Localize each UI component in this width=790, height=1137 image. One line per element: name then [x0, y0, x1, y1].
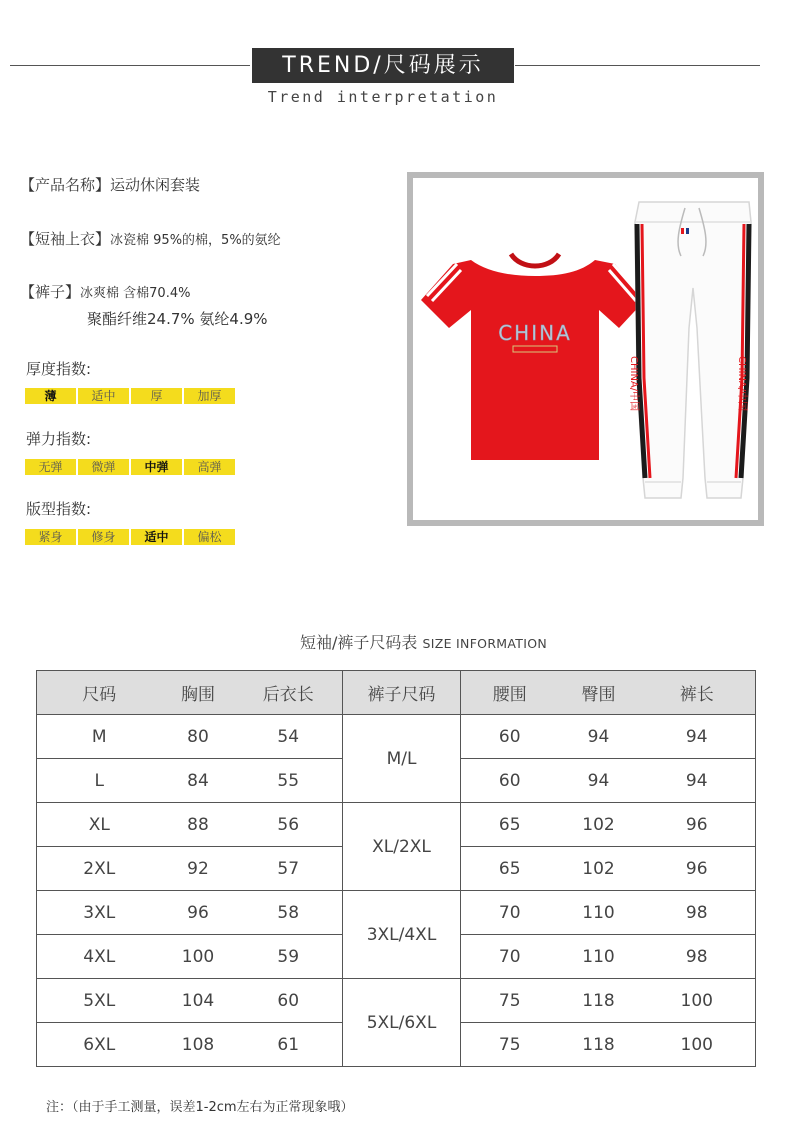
chest-cell: 100: [162, 935, 235, 979]
elasticity-index-title: 弹力指数:: [26, 430, 92, 448]
product-image: [407, 172, 764, 526]
elasticity-option: 无弹: [25, 459, 76, 475]
pants-length-cell: 100: [639, 979, 756, 1023]
pants-length-cell: 94: [639, 715, 756, 759]
top-material-label: 【短袖上衣】: [20, 230, 111, 248]
header-divider-left: [10, 65, 250, 66]
waist-cell: 65: [461, 803, 559, 847]
chest-cell: 80: [162, 715, 235, 759]
size-table-title-cn: 短袖/裤子尺码表: [300, 633, 418, 652]
chest-cell: 84: [162, 759, 235, 803]
chest-cell: 96: [162, 891, 235, 935]
size-cell: 2XL: [37, 847, 162, 891]
pants-length-cell: 98: [639, 891, 756, 935]
thickness-option: 薄: [25, 388, 76, 404]
waist-cell: 75: [461, 1023, 559, 1067]
fit-index-scale: [25, 529, 235, 545]
table-row: [37, 803, 756, 847]
tshirt-image: [421, 254, 645, 460]
table-row: [37, 715, 756, 759]
hip-cell: 102: [559, 847, 639, 891]
col-header-length: 后衣长: [235, 671, 343, 715]
waist-cell: 70: [461, 891, 559, 935]
elasticity-option: 微弹: [78, 459, 129, 475]
col-header-pants-size: 裤子尺码: [343, 671, 461, 715]
fit-option: 偏松: [184, 529, 235, 545]
waist-cell: 60: [461, 715, 559, 759]
size-table: [36, 670, 756, 1067]
header-subtitle: Trend interpretation: [267, 88, 499, 106]
product-illustration: [413, 178, 758, 520]
pants-length-cell: 100: [639, 1023, 756, 1067]
size-table-title-en: SIZE INFORMATION: [422, 636, 547, 651]
thickness-option: 加厚: [184, 388, 235, 404]
pants-stripe-text-left: CHINA/中国: [628, 356, 639, 412]
pants-material-line: [20, 281, 190, 302]
thickness-option: 适中: [78, 388, 129, 404]
col-header-pants-length: 裤长: [639, 671, 756, 715]
measurement-note: 注：（由于手工测量，误差1-2cm左右为正常现象哦）: [46, 1100, 354, 1115]
pants-image: [628, 202, 751, 498]
size-cell: M: [37, 715, 162, 759]
product-name-value: 运动休闲套装: [110, 176, 201, 194]
hip-cell: 118: [559, 1023, 639, 1067]
pants-material-value-2: 聚酯纤维24.7% 氨纶4.9%: [87, 310, 268, 328]
pants-size-cell: M/L: [343, 715, 461, 803]
pants-stripe-text-right: CHINA/中国: [736, 356, 747, 412]
size-table-header-row: [37, 671, 756, 715]
waist-cell: 70: [461, 935, 559, 979]
waist-cell: 65: [461, 847, 559, 891]
size-cell: 3XL: [37, 891, 162, 935]
header-title: TREND/尺码展示: [252, 48, 514, 83]
length-cell: 54: [235, 715, 343, 759]
col-header-size: 尺码: [37, 671, 162, 715]
size-cell: L: [37, 759, 162, 803]
hip-cell: 94: [559, 759, 639, 803]
pants-size-cell: 3XL/4XL: [343, 891, 461, 979]
pants-material-value: 冰爽棉 含棉70.4%: [80, 286, 191, 301]
hip-cell: 94: [559, 715, 639, 759]
waist-cell: 75: [461, 979, 559, 1023]
length-cell: 61: [235, 1023, 343, 1067]
chest-cell: 104: [162, 979, 235, 1023]
pants-length-cell: 96: [639, 803, 756, 847]
hip-cell: 110: [559, 891, 639, 935]
col-header-hip: 臀围: [559, 671, 639, 715]
thickness-index-title: 厚度指数:: [26, 360, 92, 378]
elasticity-option: 中弹: [131, 459, 182, 475]
pants-size-cell: XL/2XL: [343, 803, 461, 891]
waist-cell: 60: [461, 759, 559, 803]
elasticity-index-scale: [25, 459, 235, 475]
top-material-line: [20, 228, 281, 249]
size-cell: 4XL: [37, 935, 162, 979]
product-name-label: 【产品名称】: [20, 176, 111, 194]
pants-size-cell: 5XL/6XL: [343, 979, 461, 1067]
col-header-waist: 腰围: [461, 671, 559, 715]
length-cell: 60: [235, 979, 343, 1023]
fit-option: 紧身: [25, 529, 76, 545]
size-cell: XL: [37, 803, 162, 847]
product-name-line: [20, 174, 200, 195]
size-table-title: [300, 630, 547, 653]
hip-cell: 118: [559, 979, 639, 1023]
fit-option: 适中: [131, 529, 182, 545]
pants-length-cell: 98: [639, 935, 756, 979]
length-cell: 59: [235, 935, 343, 979]
pants-length-cell: 94: [639, 759, 756, 803]
fit-index-title: 版型指数:: [26, 500, 92, 518]
pants-length-cell: 96: [639, 847, 756, 891]
header-divider-right: [515, 65, 760, 66]
length-cell: 56: [235, 803, 343, 847]
chest-cell: 88: [162, 803, 235, 847]
shirt-print-text: CHINA: [498, 321, 572, 345]
top-material-value: 冰瓷棉 95%的棉，5%的氨纶: [110, 233, 281, 248]
fit-option: 修身: [78, 529, 129, 545]
col-header-chest: 胸围: [162, 671, 235, 715]
size-cell: 6XL: [37, 1023, 162, 1067]
length-cell: 55: [235, 759, 343, 803]
hip-cell: 102: [559, 803, 639, 847]
length-cell: 57: [235, 847, 343, 891]
table-row: [37, 891, 756, 935]
chest-cell: 92: [162, 847, 235, 891]
table-row: [37, 979, 756, 1023]
pants-material-label: 【裤子】: [20, 283, 81, 301]
size-cell: 5XL: [37, 979, 162, 1023]
hip-cell: 110: [559, 935, 639, 979]
elasticity-option: 高弹: [184, 459, 235, 475]
thickness-index-scale: [25, 388, 235, 404]
length-cell: 58: [235, 891, 343, 935]
thickness-option: 厚: [131, 388, 182, 404]
chest-cell: 108: [162, 1023, 235, 1067]
